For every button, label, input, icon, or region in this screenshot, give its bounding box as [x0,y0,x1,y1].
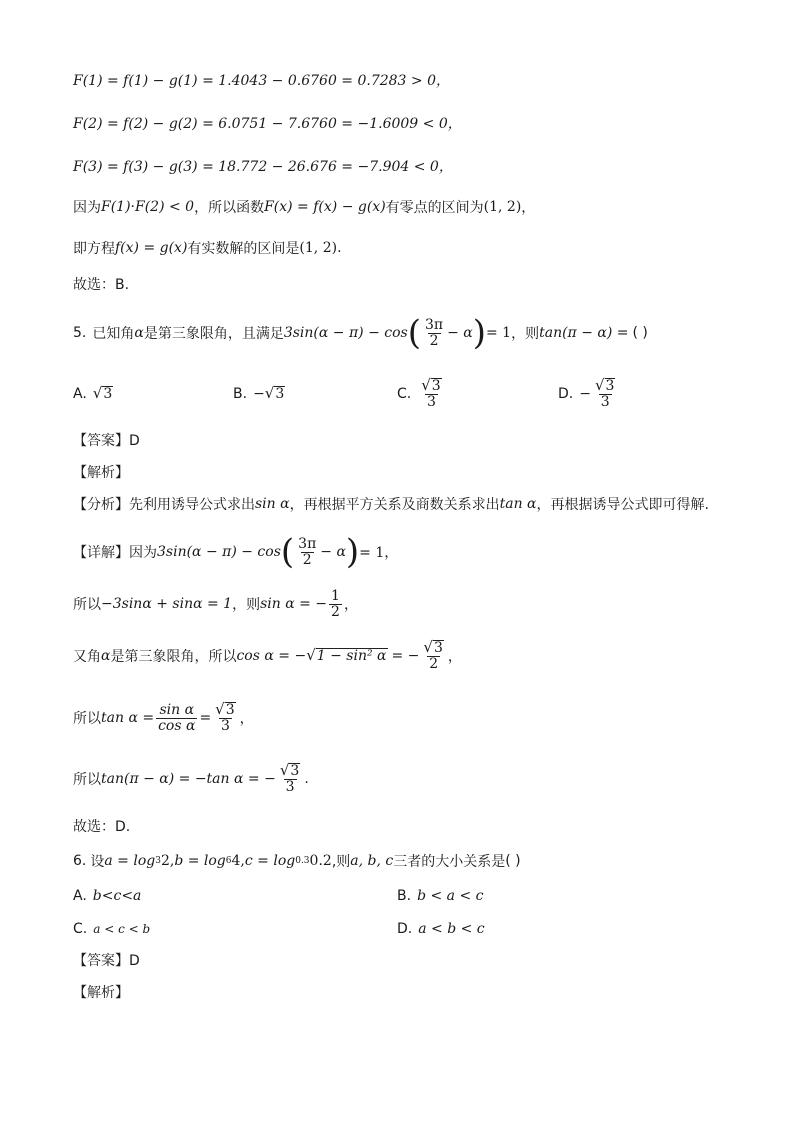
choose-b-line [73,264,129,304]
eq-text-a: 即方程 [73,241,115,257]
step1-expr2: sin α = − [260,596,328,612]
q5-stem-c: ，则 [511,326,540,342]
left-paren: ( [280,532,295,572]
q5-number: 5. [73,325,87,341]
q5-step1 [73,582,358,626]
q6-a-base: 3 [155,856,161,866]
option-value: a < b < c [418,921,485,937]
q5-xiangjie [73,528,398,576]
q6-analysis [73,972,129,1012]
because-interval: (1, 2) [483,199,522,215]
q5-option-c[interactable] [397,372,446,416]
step2-frac-den: 2 [429,656,439,673]
q6-vars: a, b, c [350,853,394,869]
because-text-b: ，所以函数 [194,200,265,216]
fenxi-text-a: 先利用诱导公式求出 [129,497,255,513]
q6-stem-b: ,则 [331,854,351,870]
f1-line [73,60,450,100]
q6-stem-c: 三者的大小关系是 [393,854,506,870]
option-frac: √ 3 3 [421,375,441,411]
step4-text-c: . [304,771,309,787]
option-value: 3 [103,385,113,402]
option-sign: − [579,386,591,402]
f2-text: F(2) = f(2) − g(2) = 6.0751 − 7.6760 = −1.6009 < 0， [73,116,462,132]
f2-line [73,103,462,143]
xiangjie-tag: 【详解】 [73,545,129,561]
f3-text: F(3) = f(3) − g(3) = 18.772 − 26.676 = −7.904 < 0， [73,159,453,175]
answer-tag: 【答案】D [73,433,140,449]
xj-expr-a: 3sin(α − π) − cos [157,544,281,560]
eq-interval: (1, 2) [299,240,338,256]
step1-expr: −3sinα + sinα = 1 [101,596,233,612]
q5-stem [73,309,648,357]
q5-option-d[interactable] [558,372,619,416]
option-label: C. [397,386,412,402]
eq-text-b: 有实数解的区间是 [187,241,300,257]
q6-number: 6. [73,853,87,869]
q6-stem-a: 设 [90,854,105,870]
step4-expr: tan(π − α) = −tan α = − [101,771,276,787]
q5-frac-num: 3π [424,316,444,333]
step4-frac-den: 3 [285,779,295,796]
right-paren: ) [345,532,360,572]
xj-frac-den: 2 [302,551,312,568]
q5-frac [423,318,445,348]
q5-stem-b: 是第三象限角，且满足 [143,326,284,342]
step4-text-a: 所以 [73,772,101,788]
fenxi-tag: 【分析】 [73,497,129,513]
step2-text-a: 又角 [73,649,101,665]
option-value: 3 [275,385,285,402]
equation-line [73,228,342,268]
q5-option-a[interactable] [73,372,113,416]
right-paren: ) [472,313,486,353]
analysis-tag: 【解析】 [73,985,129,1001]
q5-choose-text: 故选：D. [73,819,131,835]
step3-frac2-num: 3 [225,701,235,718]
step2-frac: √ 3 2 [423,637,443,673]
step3-text-a: 所以 [73,711,101,727]
step4-frac: √ 3 3 [279,760,300,796]
option-frac-num: 3 [431,377,441,394]
q5-fenxi [73,484,709,524]
because-text-a: 因为 [73,200,101,216]
option-value: b < a < c [417,888,484,904]
option-label: B. [233,386,248,402]
analysis-tag: 【解析】 [73,465,129,481]
step2-expr: cos α = − [236,648,307,664]
xj-frac-num: 3π [298,535,317,552]
q6-a-val: 2, [160,853,175,869]
q5-expr-b: − α [447,325,473,341]
q5-step4 [73,755,309,803]
step3-frac2-den: 3 [220,718,230,735]
q5-step3 [73,694,254,742]
q5-expr-a: 3sin(α − π) − cos [283,325,408,341]
step2-text-b: 是第三象限角，所以 [110,649,237,665]
because-fn: F(x) = f(x) − g(x) [264,199,386,215]
step1-frac [329,589,342,619]
eq-expr: f(x) = g(x) [115,240,188,256]
xj-text-a: 因为 [129,545,157,561]
q6-stem [73,841,521,881]
q5-frac-den: 2 [429,332,439,349]
f1-text: F(1) = f(1) − g(1) = 1.4043 − 0.6760 = 0.7283 > 0， [73,73,451,89]
left-paren: ( [407,313,421,353]
choose-b-text: 故选：B. [73,277,130,293]
fenxi-text-b: ，再根据平方关系及商数关系求出 [289,497,500,513]
step3-frac [156,703,197,733]
xj-expr-b: − α [320,544,346,560]
q5-expr-c: = 1 [486,325,512,341]
q6-a-expr: a = log [104,853,156,869]
q6-b-base: 6 [225,856,232,866]
sqrt: √ 1 − sin² α [306,645,387,664]
fenxi-tan: tan α [499,496,537,512]
option-label: A. [73,888,87,904]
option-frac-num: 3 [605,377,615,394]
step3-frac2: √ 3 3 [215,699,235,735]
sqrt: √ 3 [92,383,113,402]
step2-text-c: ， [447,649,462,665]
step2-frac-num: 3 [433,639,443,656]
step2-eq: = − [391,648,420,664]
step3-frac-num: sin α [159,701,195,718]
xj-frac [296,537,318,567]
f3-line [73,146,453,186]
step3-eq: = [199,710,212,726]
because-text-d: ， [521,200,536,216]
step1-text-c: ， [343,597,358,613]
eq-text-c: . [337,240,342,256]
step1-text-b: ，则 [232,597,261,613]
q5-stem-a: 已知角 [92,326,135,342]
because-line [73,187,535,227]
because-expr: F(1)·F(2) < 0 [101,199,195,215]
option-frac: √ 3 3 [594,375,615,411]
q5-choose [73,806,130,846]
q5-step2 [73,632,462,680]
q6-answer-blank: ( ) [505,853,521,869]
step3-expr: tan α = [101,710,155,726]
q6-c-val: 0.2 [309,853,332,869]
answer-tag: 【答案】D [73,953,140,969]
xj-expr-c: = 1， [359,545,399,561]
option-label: D. [558,386,574,402]
step1-text-a: 所以 [73,597,101,613]
step1-frac-den: 2 [331,603,340,620]
because-text-c: 有零点的区间为 [385,200,484,216]
step2-alpha: α [101,648,111,664]
step3-frac-den: cos α [158,717,196,734]
q6-c-expr: c = log [244,853,296,869]
option-label: A. [73,386,87,402]
step2-radicand: 1 − sin² α [316,647,387,664]
step1-frac-num: 1 [331,587,340,604]
fenxi-sin: sin α [255,496,290,512]
option-label: C. [73,921,88,937]
q5-option-b[interactable] [233,372,285,416]
option-label: B. [397,888,412,904]
option-value: b<c<a [92,888,142,904]
option-frac-den: 3 [427,394,436,411]
q6-c-base: 0.3 [295,856,310,866]
q6-b-val: 4, [231,853,245,869]
step3-text-c: ， [239,711,254,727]
option-sign: − [253,386,265,402]
option-label: D. [397,921,413,937]
q5-expr-d: tan(π − α) = [539,325,629,341]
fenxi-text-c: ，再根据诱导公式即可得解. [536,497,709,513]
step4-frac-num: 3 [290,762,300,779]
option-value: a < c < b [93,922,151,936]
option-frac-den: 3 [600,394,610,411]
q5-alpha: α [134,325,144,341]
q5-answer-blank: ( ) [632,325,648,341]
q6-option-d[interactable] [397,909,485,949]
sqrt: √ 3 [264,383,285,402]
q6-b-expr: b = log [174,853,226,869]
